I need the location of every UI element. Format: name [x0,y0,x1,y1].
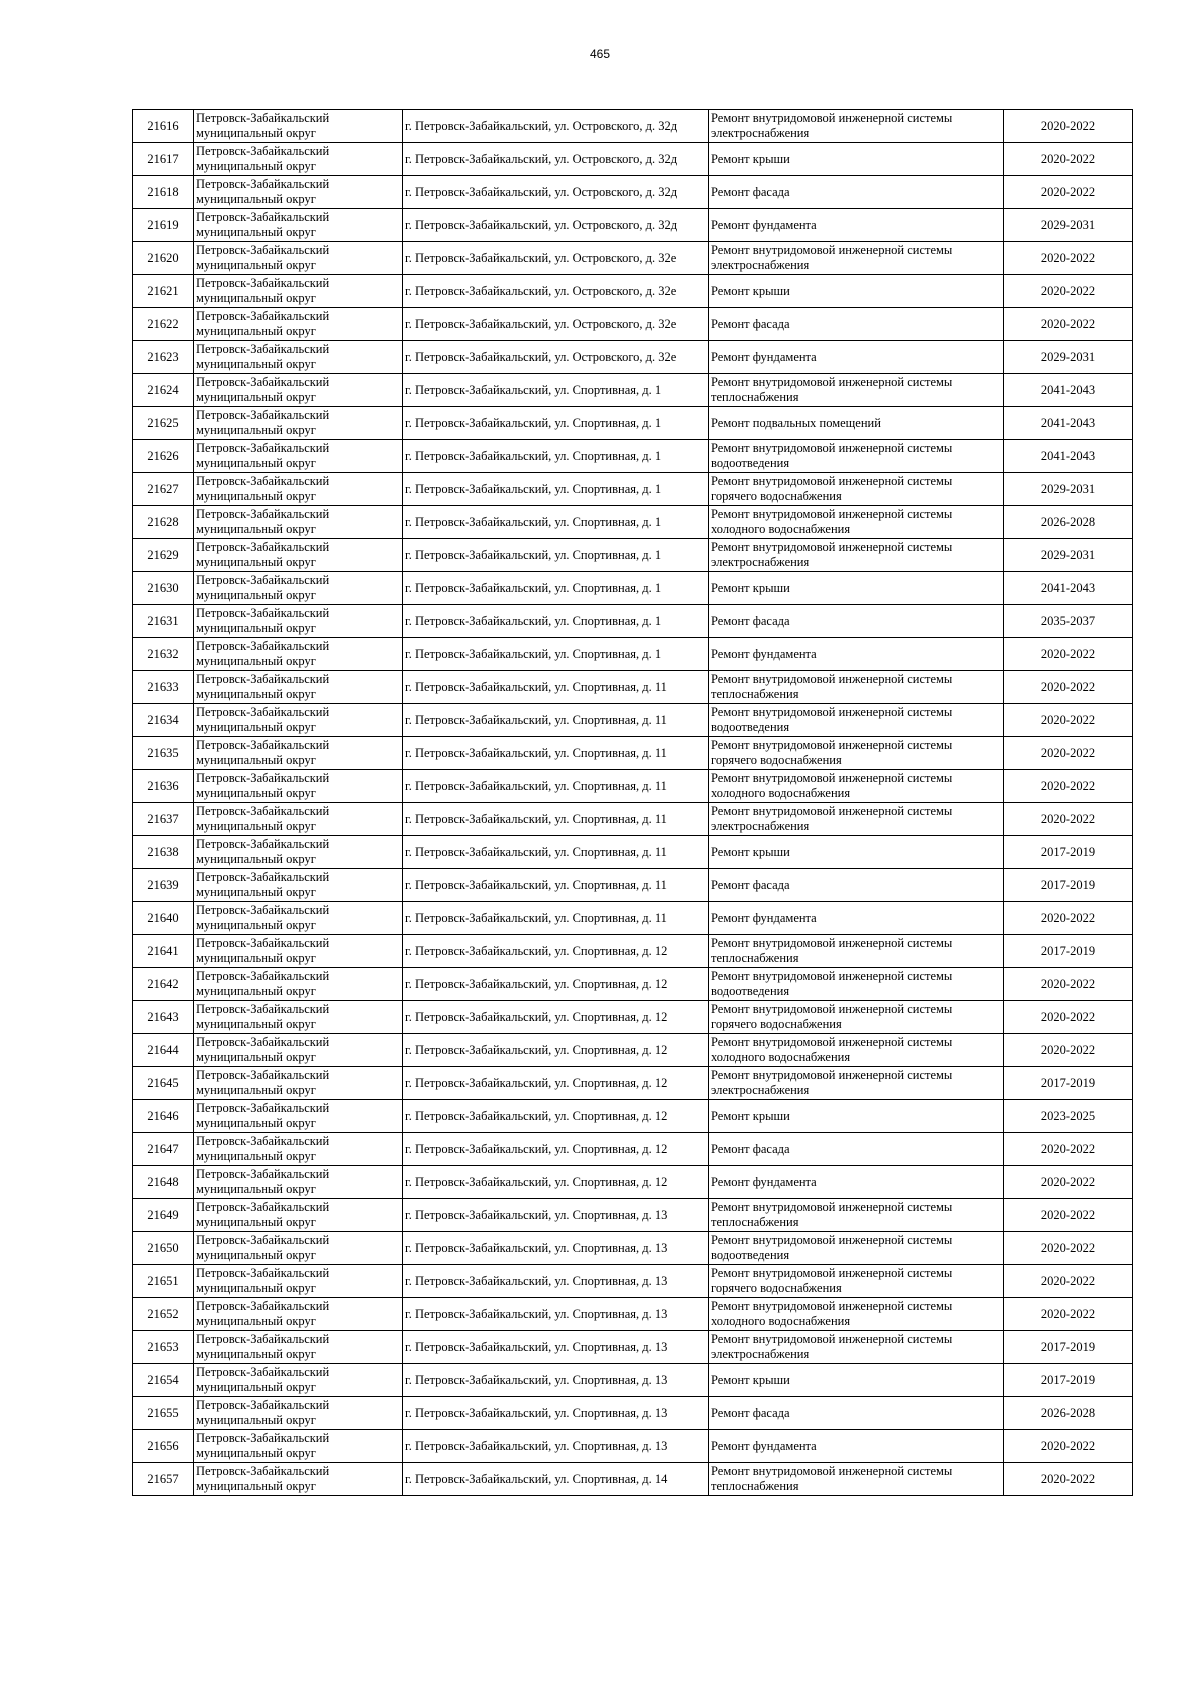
municipality-cell: Петровск-Забайкальский муниципальный округ [194,935,403,968]
table-row [133,374,1133,407]
row-number-cell: 21628 [133,506,194,539]
work-type-cell: Ремонт фасада [709,869,1004,902]
table-row [133,308,1133,341]
table-row [133,176,1133,209]
work-type-cell: Ремонт крыши [709,572,1004,605]
table-row [133,143,1133,176]
table-row [133,209,1133,242]
address-cell: г. Петровск-Забайкальский, ул. Спортивная, д. 12 [403,1001,709,1034]
municipality-cell: Петровск-Забайкальский муниципальный округ [194,1232,403,1265]
work-type-cell: Ремонт внутридомовой инженерной системы горячего водоснабжения [709,737,1004,770]
row-number-cell: 21626 [133,440,194,473]
work-type-cell: Ремонт внутридомовой инженерной системы теплоснабжения [709,1199,1004,1232]
work-type-cell: Ремонт фасада [709,605,1004,638]
table-row [133,836,1133,869]
row-number-cell: 21617 [133,143,194,176]
table-row [133,1034,1133,1067]
period-cell: 2020-2022 [1004,770,1133,803]
table-row [133,110,1133,143]
period-cell: 2026-2028 [1004,1397,1133,1430]
period-cell: 2035-2037 [1004,605,1133,638]
period-cell: 2020-2022 [1004,1265,1133,1298]
municipality-cell: Петровск-Забайкальский муниципальный округ [194,176,403,209]
row-number-cell: 21645 [133,1067,194,1100]
table-row [133,1067,1133,1100]
work-type-cell: Ремонт фундамента [709,209,1004,242]
table-row [133,902,1133,935]
address-cell: г. Петровск-Забайкальский, ул. Спортивная, д. 11 [403,671,709,704]
row-number-cell: 21638 [133,836,194,869]
address-cell: г. Петровск-Забайкальский, ул. Спортивная, д. 13 [403,1232,709,1265]
row-number-cell: 21644 [133,1034,194,1067]
row-number-cell: 21623 [133,341,194,374]
work-type-cell: Ремонт внутридомовой инженерной системы холодного водоснабжения [709,1034,1004,1067]
page-number: 465 [589,47,611,61]
row-number-cell: 21649 [133,1199,194,1232]
address-cell: г. Петровск-Забайкальский, ул. Спортивная, д. 11 [403,836,709,869]
row-number-cell: 21642 [133,968,194,1001]
table-row [133,869,1133,902]
row-number-cell: 21657 [133,1463,194,1496]
address-cell: г. Петровск-Забайкальский, ул. Островского, д. 32д [403,209,709,242]
municipality-cell: Петровск-Забайкальский муниципальный округ [194,1133,403,1166]
row-number-cell: 21650 [133,1232,194,1265]
period-cell: 2041-2043 [1004,572,1133,605]
municipality-cell: Петровск-Забайкальский муниципальный округ [194,374,403,407]
period-cell: 2041-2043 [1004,440,1133,473]
municipality-cell: Петровск-Забайкальский муниципальный округ [194,341,403,374]
municipality-cell: Петровск-Забайкальский муниципальный округ [194,308,403,341]
address-cell: г. Петровск-Забайкальский, ул. Островского, д. 32д [403,143,709,176]
work-type-cell: Ремонт внутридомовой инженерной системы горячего водоснабжения [709,1001,1004,1034]
period-cell: 2020-2022 [1004,902,1133,935]
row-number-cell: 21634 [133,704,194,737]
work-type-cell: Ремонт внутридомовой инженерной системы электроснабжения [709,1067,1004,1100]
work-type-cell: Ремонт внутридомовой инженерной системы горячего водоснабжения [709,1265,1004,1298]
row-number-cell: 21621 [133,275,194,308]
row-number-cell: 21633 [133,671,194,704]
period-cell: 2020-2022 [1004,737,1133,770]
address-cell: г. Петровск-Забайкальский, ул. Спортивная, д. 12 [403,1166,709,1199]
table-row [133,1364,1133,1397]
address-cell: г. Петровск-Забайкальский, ул. Спортивная, д. 1 [403,374,709,407]
table-row [133,1430,1133,1463]
work-type-cell: Ремонт внутридомовой инженерной системы холодного водоснабжения [709,770,1004,803]
table-row [133,968,1133,1001]
work-type-cell: Ремонт фасада [709,176,1004,209]
work-type-cell: Ремонт внутридомовой инженерной системы электроснабжения [709,242,1004,275]
row-number-cell: 21652 [133,1298,194,1331]
address-cell: г. Петровск-Забайкальский, ул. Спортивная, д. 1 [403,638,709,671]
municipality-cell: Петровск-Забайкальский муниципальный округ [194,671,403,704]
row-number-cell: 21618 [133,176,194,209]
address-cell: г. Петровск-Забайкальский, ул. Спортивная, д. 11 [403,902,709,935]
period-cell: 2020-2022 [1004,671,1133,704]
period-cell: 2029-2031 [1004,341,1133,374]
municipality-cell: Петровск-Забайкальский муниципальный округ [194,1100,403,1133]
work-type-cell: Ремонт внутридомовой инженерной системы теплоснабжения [709,935,1004,968]
address-cell: г. Петровск-Забайкальский, ул. Спортивная, д. 11 [403,704,709,737]
period-cell: 2020-2022 [1004,1199,1133,1232]
address-cell: г. Петровск-Забайкальский, ул. Спортивная, д. 11 [403,803,709,836]
work-type-cell: Ремонт внутридомовой инженерной системы теплоснабжения [709,1463,1004,1496]
row-number-cell: 21640 [133,902,194,935]
address-cell: г. Петровск-Забайкальский, ул. Спортивная, д. 1 [403,440,709,473]
table-row [133,605,1133,638]
municipality-cell: Петровск-Забайкальский муниципальный округ [194,1199,403,1232]
municipality-cell: Петровск-Забайкальский муниципальный округ [194,638,403,671]
work-type-cell: Ремонт внутридомовой инженерной системы водоотведения [709,968,1004,1001]
row-number-cell: 21651 [133,1265,194,1298]
municipality-cell: Петровск-Забайкальский муниципальный округ [194,143,403,176]
row-number-cell: 21643 [133,1001,194,1034]
address-cell: г. Петровск-Забайкальский, ул. Спортивная, д. 13 [403,1265,709,1298]
table-row [133,704,1133,737]
work-type-cell: Ремонт внутридомовой инженерной системы водоотведения [709,440,1004,473]
row-number-cell: 21656 [133,1430,194,1463]
municipality-cell: Петровск-Забайкальский муниципальный округ [194,473,403,506]
table-row [133,440,1133,473]
address-cell: г. Петровск-Забайкальский, ул. Спортивная, д. 1 [403,506,709,539]
table-row [133,407,1133,440]
municipality-cell: Петровск-Забайкальский муниципальный округ [194,1397,403,1430]
municipality-cell: Петровск-Забайкальский муниципальный округ [194,209,403,242]
municipality-cell: Петровск-Забайкальский муниципальный округ [194,1001,403,1034]
address-cell: г. Петровск-Забайкальский, ул. Островского, д. 32е [403,341,709,374]
municipality-cell: Петровск-Забайкальский муниципальный округ [194,1430,403,1463]
period-cell: 2017-2019 [1004,1364,1133,1397]
row-number-cell: 21629 [133,539,194,572]
table-row [133,1100,1133,1133]
period-cell: 2020-2022 [1004,1166,1133,1199]
period-cell: 2017-2019 [1004,836,1133,869]
table-row [133,1331,1133,1364]
address-cell: г. Петровск-Забайкальский, ул. Спортивная, д. 1 [403,473,709,506]
table-body [133,110,1133,1496]
period-cell: 2026-2028 [1004,506,1133,539]
row-number-cell: 21630 [133,572,194,605]
address-cell: г. Петровск-Забайкальский, ул. Спортивная, д. 1 [403,572,709,605]
table-row [133,1166,1133,1199]
row-number-cell: 21641 [133,935,194,968]
period-cell: 2023-2025 [1004,1100,1133,1133]
work-type-cell: Ремонт внутридомовой инженерной системы теплоснабжения [709,671,1004,704]
period-cell: 2020-2022 [1004,308,1133,341]
work-type-cell: Ремонт внутридомовой инженерной системы водоотведения [709,1232,1004,1265]
period-cell: 2029-2031 [1004,473,1133,506]
municipality-cell: Петровск-Забайкальский муниципальный округ [194,605,403,638]
row-number-cell: 21620 [133,242,194,275]
table-row [133,935,1133,968]
work-type-cell: Ремонт внутридомовой инженерной системы электроснабжения [709,539,1004,572]
municipality-cell: Петровск-Забайкальский муниципальный округ [194,506,403,539]
period-cell: 2020-2022 [1004,176,1133,209]
address-cell: г. Петровск-Забайкальский, ул. Островского, д. 32е [403,308,709,341]
row-number-cell: 21619 [133,209,194,242]
work-type-cell: Ремонт внутридомовой инженерной системы холодного водоснабжения [709,506,1004,539]
municipality-cell: Петровск-Забайкальский муниципальный округ [194,704,403,737]
row-number-cell: 21655 [133,1397,194,1430]
municipality-cell: Петровск-Забайкальский муниципальный округ [194,1364,403,1397]
period-cell: 2029-2031 [1004,539,1133,572]
row-number-cell: 21631 [133,605,194,638]
municipality-cell: Петровск-Забайкальский муниципальный округ [194,1331,403,1364]
work-type-cell: Ремонт фасада [709,308,1004,341]
table-row [133,572,1133,605]
period-cell: 2017-2019 [1004,935,1133,968]
table-row [133,1232,1133,1265]
table-row [133,638,1133,671]
row-number-cell: 21654 [133,1364,194,1397]
table-row [133,341,1133,374]
row-number-cell: 21627 [133,473,194,506]
table-row [133,770,1133,803]
repair-schedule-table [132,109,1133,1496]
address-cell: г. Петровск-Забайкальский, ул. Спортивная, д. 1 [403,539,709,572]
address-cell: г. Петровск-Забайкальский, ул. Спортивная, д. 13 [403,1199,709,1232]
work-type-cell: Ремонт внутридомовой инженерной системы горячего водоснабжения [709,473,1004,506]
municipality-cell: Петровск-Забайкальский муниципальный округ [194,407,403,440]
row-number-cell: 21635 [133,737,194,770]
row-number-cell: 21616 [133,110,194,143]
table-row [133,803,1133,836]
municipality-cell: Петровск-Забайкальский муниципальный округ [194,968,403,1001]
period-cell: 2020-2022 [1004,1232,1133,1265]
work-type-cell: Ремонт внутридомовой инженерной системы электроснабжения [709,1331,1004,1364]
table-row [133,1298,1133,1331]
table-row [133,1397,1133,1430]
municipality-cell: Петровск-Забайкальский муниципальный округ [194,1034,403,1067]
period-cell: 2020-2022 [1004,275,1133,308]
work-type-cell: Ремонт подвальных помещений [709,407,1004,440]
address-cell: г. Петровск-Забайкальский, ул. Островского, д. 32д [403,176,709,209]
work-type-cell: Ремонт крыши [709,836,1004,869]
municipality-cell: Петровск-Забайкальский муниципальный округ [194,572,403,605]
table-row [133,1001,1133,1034]
table-row [133,737,1133,770]
period-cell: 2020-2022 [1004,968,1133,1001]
address-cell: г. Петровск-Забайкальский, ул. Спортивная, д. 11 [403,770,709,803]
address-cell: г. Петровск-Забайкальский, ул. Спортивная, д. 13 [403,1430,709,1463]
municipality-cell: Петровск-Забайкальский муниципальный округ [194,242,403,275]
period-cell: 2017-2019 [1004,1067,1133,1100]
work-type-cell: Ремонт внутридомовой инженерной системы электроснабжения [709,803,1004,836]
municipality-cell: Петровск-Забайкальский муниципальный округ [194,440,403,473]
address-cell: г. Петровск-Забайкальский, ул. Спортивная, д. 14 [403,1463,709,1496]
address-cell: г. Петровск-Забайкальский, ул. Спортивная, д. 12 [403,968,709,1001]
period-cell: 2020-2022 [1004,1133,1133,1166]
row-number-cell: 21625 [133,407,194,440]
address-cell: г. Петровск-Забайкальский, ул. Спортивная, д. 12 [403,1100,709,1133]
row-number-cell: 21632 [133,638,194,671]
period-cell: 2020-2022 [1004,704,1133,737]
work-type-cell: Ремонт фасада [709,1133,1004,1166]
period-cell: 2020-2022 [1004,1298,1133,1331]
address-cell: г. Петровск-Забайкальский, ул. Спортивная, д. 12 [403,1034,709,1067]
municipality-cell: Петровск-Забайкальский муниципальный округ [194,275,403,308]
municipality-cell: Петровск-Забайкальский муниципальный округ [194,1067,403,1100]
table-row [133,1199,1133,1232]
municipality-cell: Петровск-Забайкальский муниципальный округ [194,902,403,935]
address-cell: г. Петровск-Забайкальский, ул. Островского, д. 32е [403,242,709,275]
address-cell: г. Петровск-Забайкальский, ул. Спортивная, д. 1 [403,407,709,440]
work-type-cell: Ремонт внутридомовой инженерной системы теплоснабжения [709,374,1004,407]
municipality-cell: Петровск-Забайкальский муниципальный округ [194,737,403,770]
row-number-cell: 21637 [133,803,194,836]
period-cell: 2020-2022 [1004,638,1133,671]
table-row [133,1133,1133,1166]
address-cell: г. Петровск-Забайкальский, ул. Островского, д. 32д [403,110,709,143]
work-type-cell: Ремонт крыши [709,1364,1004,1397]
period-cell: 2041-2043 [1004,407,1133,440]
address-cell: г. Петровск-Забайкальский, ул. Островского, д. 32е [403,275,709,308]
municipality-cell: Петровск-Забайкальский муниципальный округ [194,110,403,143]
row-number-cell: 21639 [133,869,194,902]
table-row [133,506,1133,539]
row-number-cell: 21648 [133,1166,194,1199]
municipality-cell: Петровск-Забайкальский муниципальный округ [194,836,403,869]
work-type-cell: Ремонт внутридомовой инженерной системы водоотведения [709,704,1004,737]
work-type-cell: Ремонт крыши [709,143,1004,176]
period-cell: 2020-2022 [1004,1430,1133,1463]
row-number-cell: 21624 [133,374,194,407]
period-cell: 2020-2022 [1004,1034,1133,1067]
municipality-cell: Петровск-Забайкальский муниципальный округ [194,803,403,836]
work-type-cell: Ремонт фундамента [709,1430,1004,1463]
period-cell: 2020-2022 [1004,1001,1133,1034]
municipality-cell: Петровск-Забайкальский муниципальный округ [194,539,403,572]
address-cell: г. Петровск-Забайкальский, ул. Спортивная, д. 13 [403,1397,709,1430]
period-cell: 2020-2022 [1004,803,1133,836]
row-number-cell: 21653 [133,1331,194,1364]
period-cell: 2020-2022 [1004,110,1133,143]
address-cell: г. Петровск-Забайкальский, ул. Спортивная, д. 13 [403,1331,709,1364]
row-number-cell: 21636 [133,770,194,803]
work-type-cell: Ремонт фундамента [709,1166,1004,1199]
address-cell: г. Петровск-Забайкальский, ул. Спортивная, д. 1 [403,605,709,638]
address-cell: г. Петровск-Забайкальский, ул. Спортивная, д. 12 [403,1133,709,1166]
work-type-cell: Ремонт внутридомовой инженерной системы электроснабжения [709,110,1004,143]
address-cell: г. Петровск-Забайкальский, ул. Спортивная, д. 12 [403,935,709,968]
work-type-cell: Ремонт фундамента [709,638,1004,671]
municipality-cell: Петровск-Забайкальский муниципальный округ [194,869,403,902]
period-cell: 2017-2019 [1004,869,1133,902]
table-row [133,539,1133,572]
table-row [133,1265,1133,1298]
work-type-cell: Ремонт крыши [709,1100,1004,1133]
work-type-cell: Ремонт крыши [709,275,1004,308]
work-type-cell: Ремонт внутридомовой инженерной системы холодного водоснабжения [709,1298,1004,1331]
work-type-cell: Ремонт фундамента [709,341,1004,374]
municipality-cell: Петровск-Забайкальский муниципальный округ [194,770,403,803]
address-cell: г. Петровск-Забайкальский, ул. Спортивная, д. 12 [403,1067,709,1100]
municipality-cell: Петровск-Забайкальский муниципальный округ [194,1265,403,1298]
address-cell: г. Петровск-Забайкальский, ул. Спортивная, д. 13 [403,1364,709,1397]
row-number-cell: 21622 [133,308,194,341]
period-cell: 2017-2019 [1004,1331,1133,1364]
table-row [133,1463,1133,1496]
municipality-cell: Петровск-Забайкальский муниципальный округ [194,1463,403,1496]
address-cell: г. Петровск-Забайкальский, ул. Спортивная, д. 13 [403,1298,709,1331]
address-cell: г. Петровск-Забайкальский, ул. Спортивная, д. 11 [403,737,709,770]
table-row [133,671,1133,704]
municipality-cell: Петровск-Забайкальский муниципальный округ [194,1298,403,1331]
municipality-cell: Петровск-Забайкальский муниципальный округ [194,1166,403,1199]
period-cell: 2020-2022 [1004,242,1133,275]
row-number-cell: 21647 [133,1133,194,1166]
table-row [133,473,1133,506]
work-type-cell: Ремонт фундамента [709,902,1004,935]
period-cell: 2020-2022 [1004,143,1133,176]
table-row [133,242,1133,275]
row-number-cell: 21646 [133,1100,194,1133]
period-cell: 2020-2022 [1004,1463,1133,1496]
work-type-cell: Ремонт фасада [709,1397,1004,1430]
address-cell: г. Петровск-Забайкальский, ул. Спортивная, д. 11 [403,869,709,902]
period-cell: 2029-2031 [1004,209,1133,242]
table-row [133,275,1133,308]
period-cell: 2041-2043 [1004,374,1133,407]
